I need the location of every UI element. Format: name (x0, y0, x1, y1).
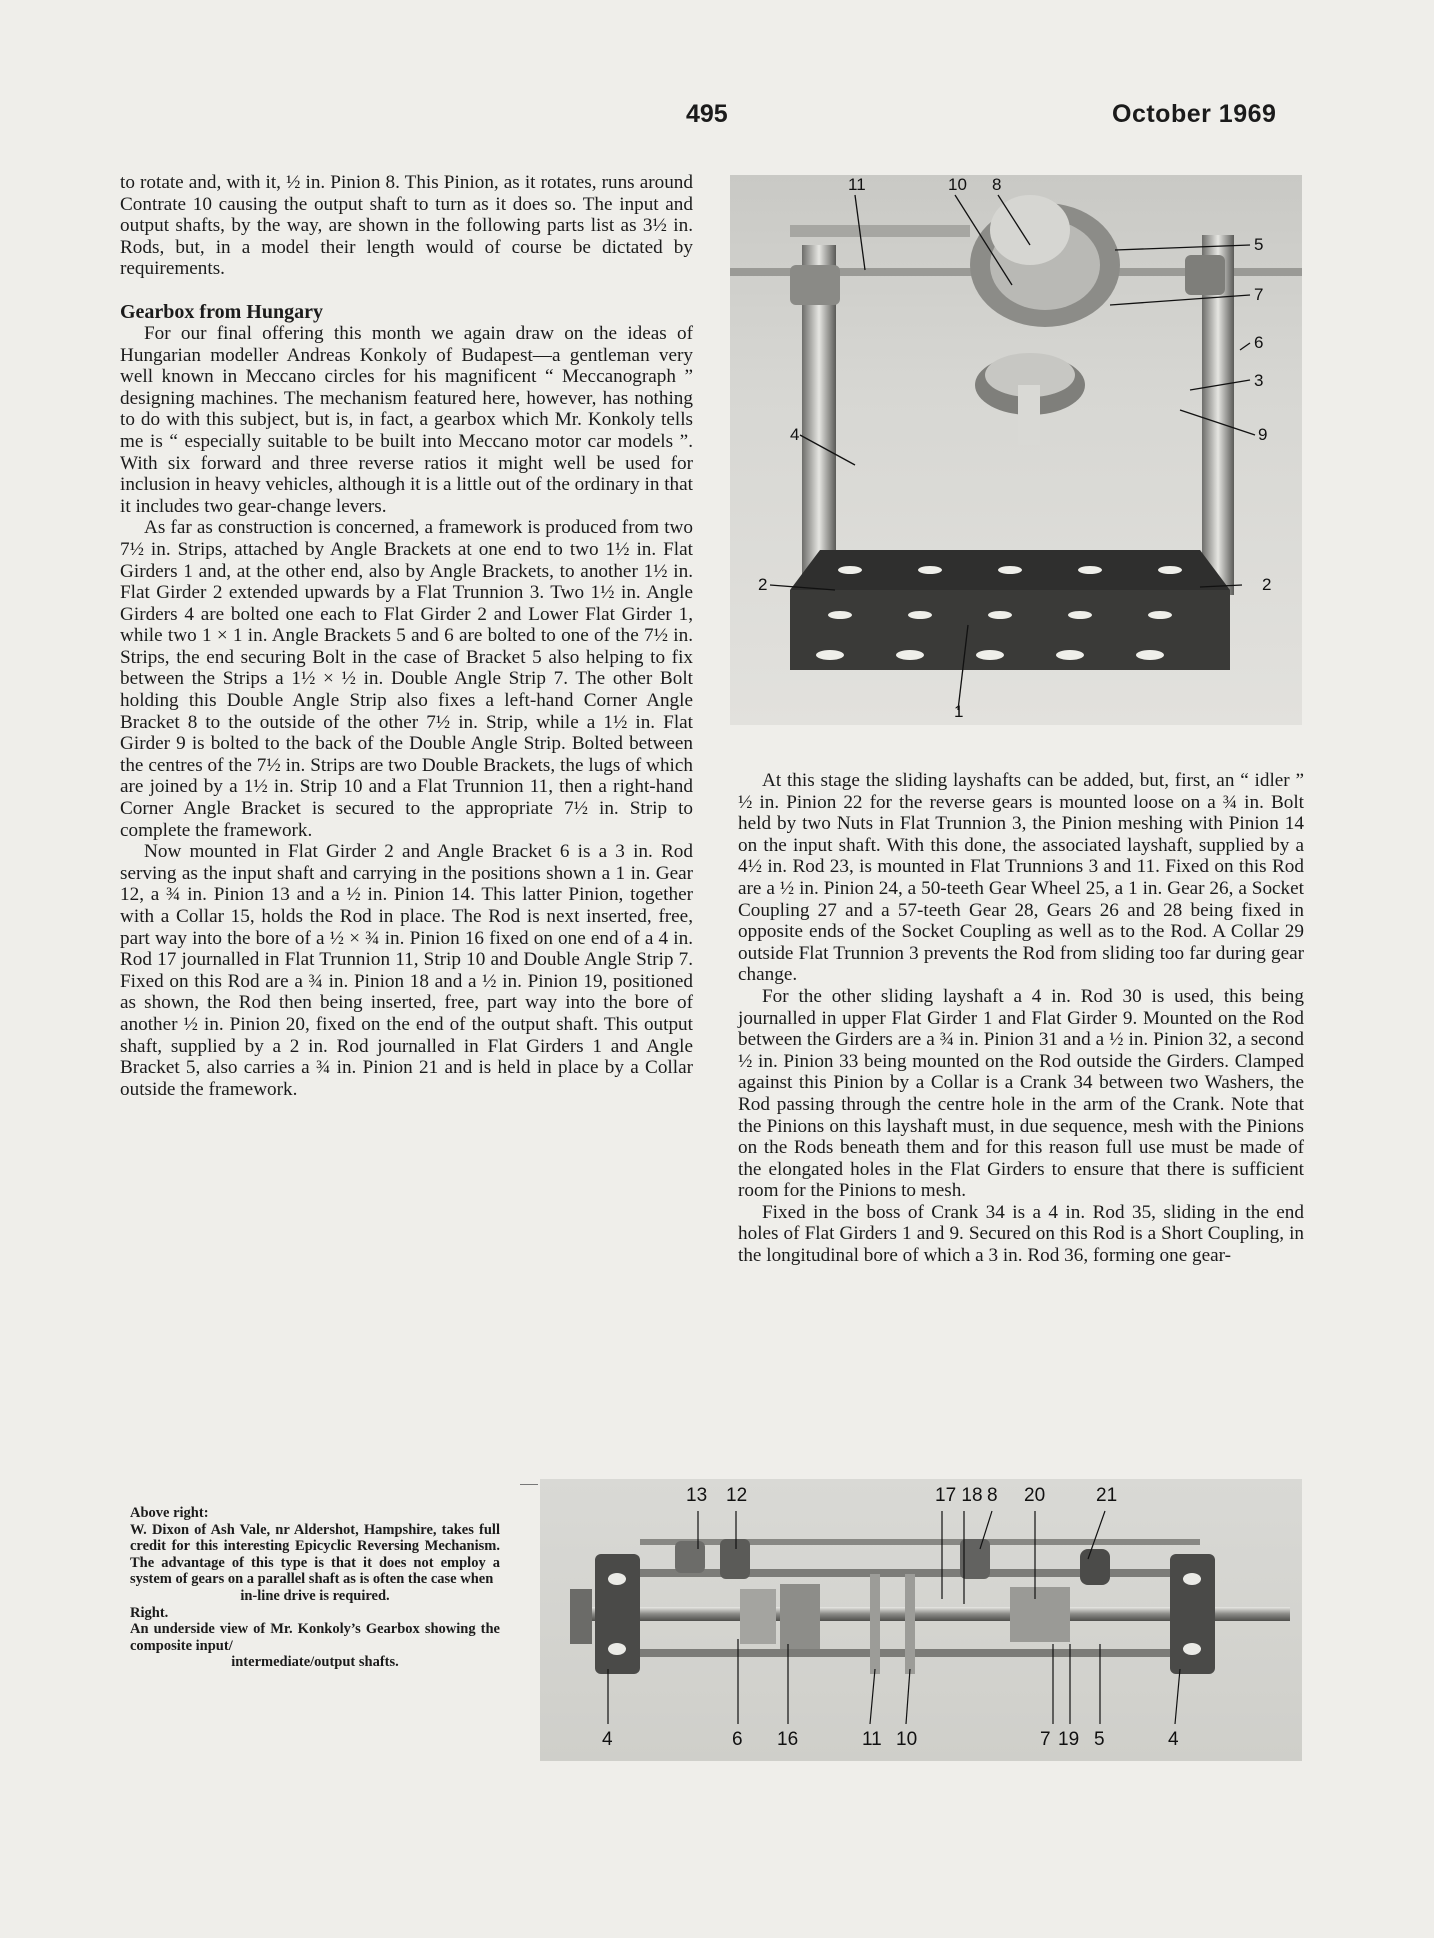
part-label: 10 (896, 1729, 918, 1750)
caption-line: An underside view of Mr. Konkoly’s Gearbox showing the composite input/ (130, 1621, 500, 1654)
paragraph: For our final offering this month we again draw on the ideas of Hungarian modeller Andreas Konkoly of Budapest—a gentleman very well known in Meccano circles for his magnificent “ Meccanograph ” designing machines. The mechanism featured here, however, has nothing to do with this subject, but is, in fact, a gearbox which Mr. Konkoly tells me is “ especially suitable to be built into Meccano motor car models ”. With six forward and three reverse ratios it might well be used for inclusion in heavy vehicles, although it is a little out of the ordinary in that it includes two gear-change levers. (120, 322, 693, 517)
gearbox-underside-drawing (540, 1479, 1302, 1761)
part-label: 7 (1254, 285, 1264, 304)
mechanism-photo (730, 175, 1302, 725)
part-label: 4 (602, 1729, 613, 1750)
part-label: 7 (1040, 1729, 1051, 1750)
caption-line: intermediate/output shafts. (231, 1654, 399, 1671)
part-label: 21 (1096, 1485, 1118, 1506)
part-label: 16 (777, 1729, 799, 1750)
part-label: 3 (1254, 371, 1264, 390)
page-number: 495 (686, 100, 728, 128)
paragraph: At this stage the sliding layshafts can be added, but, first, an “ idler ” ½ in. Pinion 22 for the reverse gears is mounted loose on a ¾ in. Bolt held by two Nuts in Flat Trunnion 3, the Pinion meshing with Pinion 14 on the input shaft. With this done, the associated layshaft, supplied by a 4½ in. Rod 23, is mounted in Flat Trunnions 3 and 11. Fixed on this Rod are a ½ in. Pinion 24, a 50-teeth Gear Wheel 25, a 1 in. Gear 26, a Socket Coupling 27 and a 57-teeth Gear 28, Gears 26 and 28 being fixed in opposite ends of the Socket Coupling as well as to the Rod. A Collar 29 outside Flat Trunnion 3 prevents the Rod from sliding too far during gear change. (738, 770, 1304, 986)
part-label: 4 (1168, 1729, 1179, 1750)
part-label: 11 (848, 175, 866, 194)
section-heading: Gearbox from Hungary (120, 300, 323, 323)
part-label: 1 (954, 702, 964, 721)
part-label: 9 (1258, 425, 1268, 444)
caption-line: Right. (130, 1604, 169, 1621)
paragraph: Fixed in the boss of Crank 34 is a 4 in. Rod 35, sliding in the end holes of Flat Girders 1 and 9. Secured on this Rod is a Short Coupling, in the longitudinal bore of which a 3 in. Rod 36, forming one gear- (738, 1201, 1304, 1267)
paragraph: to rotate and, with it, ½ in. Pinion 8. This Pinion, as it rotates, runs around Contrate 10 causing the output shaft to turn as it does so. The input and output shafts, by the way, are shown in the following parts list as 3½ in. Rods, but, in a model their length would of course be dictated by requirements. (120, 172, 693, 280)
part-label: 12 (726, 1485, 748, 1506)
part-label: 6 (1254, 333, 1264, 352)
caption-line: Above right: (130, 1505, 209, 1521)
part-label: 10 (948, 175, 967, 194)
paragraph: Now mounted in Flat Girder 2 and Angle Bracket 6 is a 3 in. Rod serving as the input shaft and carrying in the positions shown a 1 in. Gear 12, a ¾ in. Pinion 13 and a ½ in. Pinion 14. This latter Pinion, together with a Collar 15, holds the Rod in place. The Rod is next inserted, free, part way into the bore of a ½ × ¾ in. Pinion 16 fixed on one end of a 4 in. Rod 17 journalled in Flat Trunnion 11, Strip 10 and Double Angle Strip 7. Fixed on this Rod are a ¾ in. Pinion 18 and a ½ in. Pinion 19, positioned as shown, the Rod then being inserted, free, part way into the bore of another ½ in. Pinion 20, fixed on the end of the output shaft. This output shaft, supplied by a 2 in. Rod journalled in Flat Girders 1 and Angle Bracket 5, also carries a ¾ in. Pinion 21 and is held in place by a Collar outside the framework. (120, 841, 693, 1100)
paragraph: As far as construction is concerned, a framework is produced from two 7½ in. Strips, attached by Angle Brackets at one end to two 1½ in. Flat Girders 1 and, at the other end, also by Angle Brackets, to another 1½ in. Flat Girder 2 extended upwards by a Flat Trunnion 3. Two 1½ in. Angle Girders 4 are bolted one each to Flat Girder 2 and Lower Flat Girder 1, while two 1 × 1 in. Angle Brackets 5 and 6 are bolted to one of the 7½ in. Strips, the end securing Bolt in the case of Bracket 5 also helping to fix between the Strips a 1½ × ½ in. Double Angle Strip 7. The other Bolt holding this Double Angle Strip also fixes a left-hand Corner Angle Bracket 8 to the outside of the other 7½ in. Strip, while a 1½ in. Flat Girder 9 is bolted to the back of the Double Angle Strip. Bolted between the centres of the 7½ in. Strips are two Double Brackets, the lugs of which are joined by a 1½ in. Strip 10 and a Flat Trunnion 11, then a right-hand Corner Angle Bracket is secured to the appropriate 7½ in. Strip to complete the framework. (120, 517, 693, 841)
mechanism-photo-drawing (730, 175, 1302, 725)
part-label: 17 18 (935, 1485, 983, 1506)
issue-date: October 1969 (1112, 100, 1277, 128)
part-label: 4 (790, 425, 800, 444)
part-label: 6 (732, 1729, 743, 1750)
part-label: 13 (686, 1485, 708, 1506)
gearbox-underside-photo (540, 1479, 1302, 1761)
figure-caption (130, 1505, 500, 1671)
part-label: 8 (992, 175, 1002, 194)
part-label: 19 (1058, 1729, 1080, 1750)
part-label: 5 (1094, 1729, 1105, 1750)
part-label: 11 (862, 1729, 882, 1750)
left-column (120, 172, 693, 1100)
part-label: 20 (1024, 1485, 1046, 1506)
caption-line: in-line drive is required. (240, 1587, 390, 1604)
part-label: 2 (758, 575, 768, 594)
part-label: 5 (1254, 235, 1264, 254)
caption-rule (520, 1484, 538, 1485)
part-label: 8 (987, 1485, 998, 1506)
caption-line: W. Dixon of Ash Vale, nr Aldershot, Hampshire, takes full credit for this interesting Epicyclic Reversing Mechanism. The advantage of this type is that it does not employ a system of gears on a parallel shaft as is often the case when (130, 1521, 500, 1588)
paragraph: For the other sliding layshaft a 4 in. Rod 30 is used, this being journalled in upper Flat Girder 1 and Flat Girder 9. Mounted on the Rod between the Girders are a ¾ in. Pinion 31 and a ½ in. Pinion 32, a second ½ in. Pinion 33 being mounted on the Rod outside the Girders. Clamped against this Pinion by a Collar is a Crank 34 between two Washers, the Rod passing through the centre hole in the arm of the Crank. Note that the Pinions on this layshaft must, in due sequence, mesh with the Pinions on the Rods beneath them and for this reason full use must be made of the elongated holes in the Flat Girders to ensure that there is sufficient room for the Pinions to mesh. (738, 985, 1304, 1202)
part-label: 2 (1262, 575, 1272, 594)
right-column (738, 770, 1304, 1267)
